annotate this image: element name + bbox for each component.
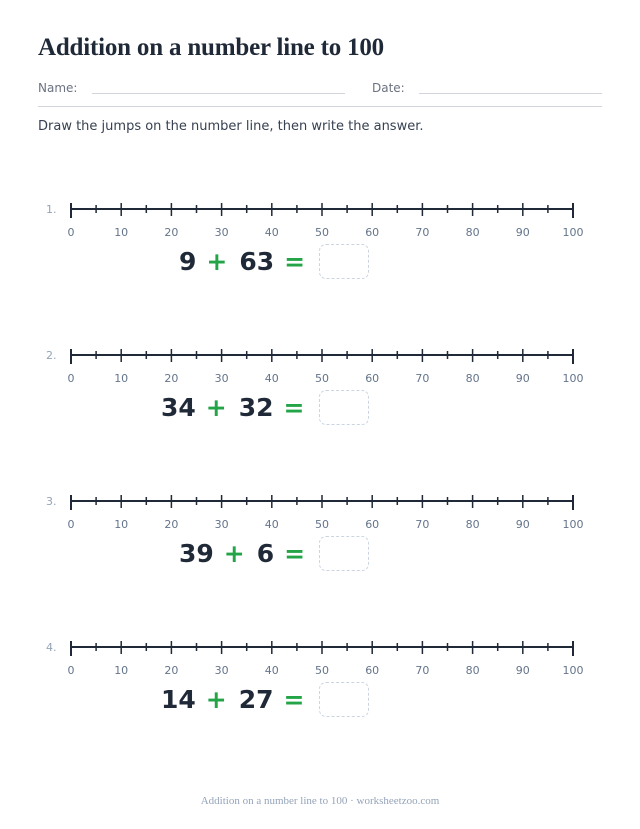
problem-number: 3. <box>46 495 57 508</box>
tick-label: 20 <box>164 226 179 239</box>
name-label: Name: <box>38 81 78 95</box>
tick-label: 20 <box>164 372 179 385</box>
problem-number: 1. <box>46 203 57 216</box>
tick-label: 10 <box>114 518 129 531</box>
tick-label: 40 <box>264 664 279 677</box>
tick-label: 30 <box>214 226 229 239</box>
addend-b: 32 <box>238 392 274 422</box>
problem-number: 2. <box>46 349 57 362</box>
tick-label: 90 <box>515 226 530 239</box>
plus-sign: + <box>206 246 228 276</box>
tick-label: 0 <box>67 664 75 677</box>
tick-label: 90 <box>515 664 530 677</box>
number-line[interactable] <box>0 203 640 243</box>
tick-label: 70 <box>415 372 430 385</box>
tick-label: 100 <box>562 518 584 531</box>
instructions: Draw the jumps on the number line, then write the answer. <box>38 119 424 134</box>
equation <box>161 387 369 427</box>
equals-sign: = <box>283 392 305 422</box>
tick-label: 0 <box>67 372 75 385</box>
addend-b: 6 <box>256 538 275 568</box>
tick-label: 10 <box>114 372 129 385</box>
answer-box[interactable] <box>319 390 369 425</box>
tick-label: 60 <box>365 664 380 677</box>
tick-label: 50 <box>315 372 329 385</box>
number-line[interactable] <box>0 349 640 389</box>
addend-b: 63 <box>239 246 275 276</box>
tick-label: 30 <box>214 664 229 677</box>
number-line[interactable] <box>0 495 640 535</box>
tick-label: 70 <box>415 664 430 677</box>
tick-label: 0 <box>67 518 75 531</box>
tick-label: 100 <box>562 372 584 385</box>
tick-label: 100 <box>562 226 584 239</box>
equation <box>161 679 369 719</box>
tick-label: 40 <box>264 372 279 385</box>
tick-label: 80 <box>465 664 480 677</box>
tick-label: 60 <box>365 518 380 531</box>
answer-box[interactable] <box>319 244 369 279</box>
equation <box>179 533 369 573</box>
tick-label: 40 <box>264 226 279 239</box>
tick-label: 70 <box>415 518 430 531</box>
tick-label: 60 <box>365 372 380 385</box>
plus-sign: + <box>205 684 227 714</box>
tick-label: 50 <box>315 518 329 531</box>
problem-4 <box>0 641 640 741</box>
addend-a: 14 <box>161 684 196 714</box>
tick-label: 40 <box>264 518 279 531</box>
tick-label: 90 <box>515 372 530 385</box>
tick-label: 60 <box>365 226 380 239</box>
tick-label: 20 <box>164 518 179 531</box>
addend-a: 39 <box>179 538 214 568</box>
tick-label: 10 <box>114 664 129 677</box>
tick-label: 70 <box>415 226 430 239</box>
tick-label: 20 <box>164 664 179 677</box>
tick-label: 80 <box>465 518 480 531</box>
answer-box[interactable] <box>319 536 369 571</box>
number-line[interactable] <box>0 641 640 681</box>
equals-sign: = <box>284 246 306 276</box>
name-field-line[interactable] <box>92 93 345 94</box>
plus-sign: + <box>205 392 227 422</box>
tick-label: 100 <box>562 664 584 677</box>
problem-1 <box>0 203 640 303</box>
tick-label: 50 <box>315 226 329 239</box>
equals-sign: = <box>283 684 305 714</box>
date-field-line[interactable] <box>419 93 602 94</box>
equation <box>179 241 369 281</box>
date-label: Date: <box>372 81 405 95</box>
plus-sign: + <box>223 538 245 568</box>
header-divider <box>38 106 602 107</box>
problem-3 <box>0 495 640 595</box>
problem-number: 4. <box>46 641 57 654</box>
addend-b: 27 <box>238 684 274 714</box>
addend-a: 34 <box>161 392 196 422</box>
tick-label: 10 <box>114 226 129 239</box>
problem-2 <box>0 349 640 449</box>
tick-label: 0 <box>67 226 75 239</box>
tick-label: 50 <box>315 664 329 677</box>
answer-box[interactable] <box>319 682 369 717</box>
tick-label: 80 <box>465 372 480 385</box>
addend-a: 9 <box>179 246 197 276</box>
equals-sign: = <box>284 538 306 568</box>
tick-label: 90 <box>515 518 530 531</box>
tick-label: 30 <box>214 518 229 531</box>
footer: Addition on a number line to 100 · worksheetzoo.com <box>200 795 440 807</box>
page-title: Addition on a number line to 100 <box>38 34 384 61</box>
tick-label: 80 <box>465 226 480 239</box>
tick-label: 30 <box>214 372 229 385</box>
